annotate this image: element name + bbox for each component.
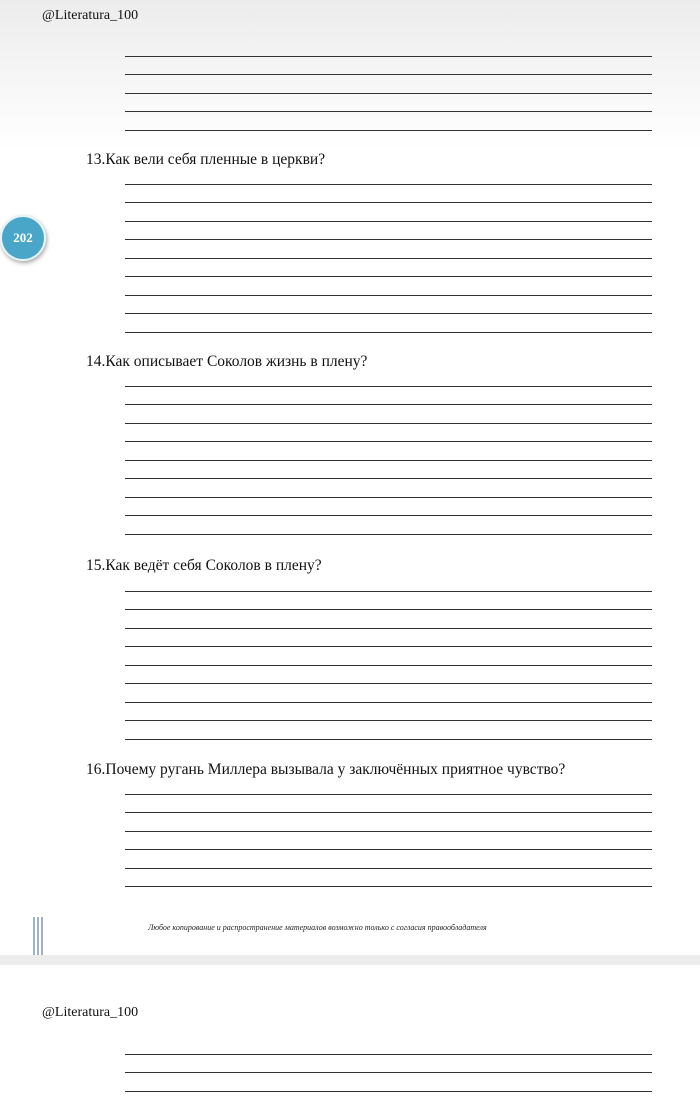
page-separator	[0, 955, 700, 965]
answer-lines-page-2[interactable]	[125, 1036, 652, 1092]
page-number-badge: 202	[0, 215, 46, 261]
question-15: 15.Как ведёт себя Соколов в плену?	[86, 557, 322, 574]
answer-lines-16[interactable]	[125, 776, 652, 887]
answer-lines-13[interactable]	[125, 166, 652, 333]
answer-lines-15[interactable]	[125, 573, 652, 740]
watermark: @Literatura_100	[42, 8, 139, 23]
question-13: 13.Как вели себя пленные в церкви?	[86, 151, 326, 168]
question-14: 14.Как описывает Соколов жизнь в плену?	[86, 353, 368, 370]
question-16: 16.Почему ругань Миллера вызывала у заключённых приятное чувство?	[86, 761, 566, 778]
copyright-note: Любое копирование и распространение материалов возможно только с согласия правообладателя	[148, 923, 487, 932]
margin-bars	[33, 917, 43, 955]
answer-lines-previous[interactable]	[125, 38, 652, 131]
watermark-page-2: @Literatura_100	[42, 1005, 139, 1020]
answer-lines-14[interactable]	[125, 368, 652, 535]
